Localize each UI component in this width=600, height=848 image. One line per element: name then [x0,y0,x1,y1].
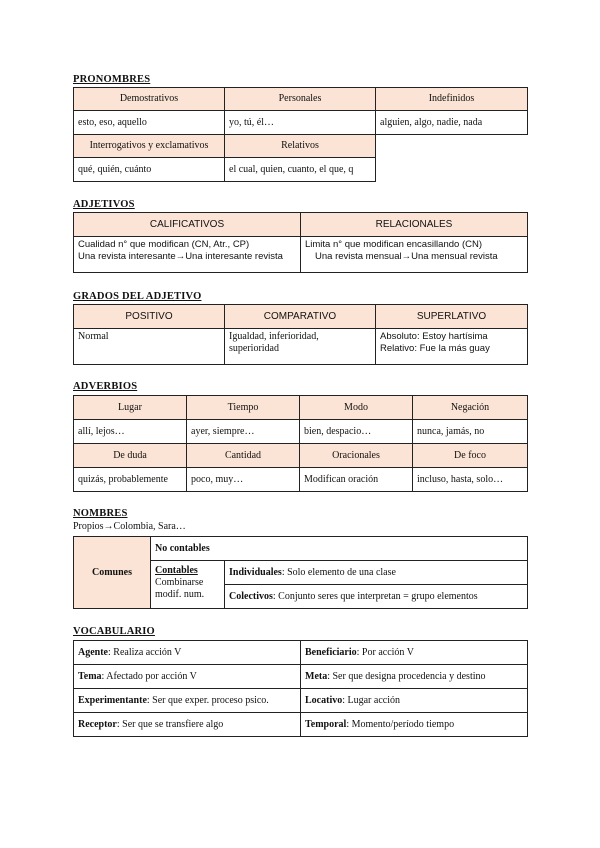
value-oracionales: Modifican oración [300,468,413,492]
value-lugar: allí, lejos… [74,420,187,444]
header-tiempo: Tiempo [187,396,300,420]
header-indefinidos: Indefinidos [376,88,528,111]
value-de-foco: incluso, hasta, solo… [413,468,528,492]
value-tiempo: ayer, siempre… [187,420,300,444]
individuales-label: Individuales [229,566,282,578]
header-relativos: Relativos [225,135,376,158]
comparativo-line1: Igualdad, inferioridad, [229,331,319,342]
header-modo: Modo [300,396,413,420]
empty-cell [376,135,528,158]
vocab-text: : Momento/período tiempo [346,718,455,730]
header-demostrativos: Demostrativos [74,88,225,111]
nombres-table [73,536,528,609]
value-negacion: nunca, jamás, no [413,420,528,444]
header-comparativo: COMPARATIVO [225,305,376,329]
adverbios-table [73,395,528,492]
vocab-text: : Realiza acción V [108,646,182,658]
vocab-text: : Lugar acción [342,694,400,706]
vocab-locativo [301,689,528,713]
adjetivos-table [73,212,528,273]
superlativo-relativo: Relativo: Fue la más guay [380,343,490,354]
relacionales-example: Una revista mensual→Una mensual revista [315,251,498,262]
colectivos-cell [225,585,528,609]
no-contables-cell: No contables [151,537,528,561]
vocab-text: : Ser que exper. proceso psico. [146,694,269,706]
value-modo: bien, despacio… [300,420,413,444]
comparativo-cell [225,329,376,365]
vocab-text: : Ser que designa procedencia y destino [327,670,486,682]
adjetivos-heading: ADJETIVOS [73,199,135,210]
value-cantidad: poco, muy… [187,468,300,492]
vocab-label: Experimentante [78,694,147,706]
grados-heading: GRADOS DEL ADJETIVO [73,291,202,302]
value-de-duda: quizás, probablemente [74,468,187,492]
contables-label: Contables [155,565,198,576]
header-personales: Personales [225,88,376,111]
empty-cell [376,158,528,182]
vocab-beneficiario [301,641,528,665]
header-cantidad: Cantidad [187,444,300,468]
vocab-label: Temporal [305,718,347,730]
vocab-label: Receptor [78,718,117,730]
superlativo-absoluto: Absoluto: Estoy hartísima [380,331,488,342]
individuales-cell [225,561,528,585]
vocabulario-table [73,640,528,737]
header-negacion: Negación [413,396,528,420]
pronombres-table [73,87,528,182]
value-relativos: el cual, quien, cuanto, el que, q [225,158,376,182]
vocab-label: Beneficiario [305,646,357,658]
header-lugar: Lugar [74,396,187,420]
relacionales-cell [301,237,528,273]
vocab-meta [301,665,528,689]
header-de-foco: De foco [413,444,528,468]
vocabulario-heading: VOCABULARIO [73,626,155,637]
nombres-heading: NOMBRES [73,508,128,519]
header-oracionales: Oracionales [300,444,413,468]
vocab-text: : Afectado por acción V [101,670,197,682]
colectivos-label: Colectivos [229,590,273,602]
vocab-experimentante [74,689,301,713]
vocab-receptor [74,713,301,737]
header-interrogativos: Interrogativos y exclamativos [74,135,225,158]
positivo-cell: Normal [74,329,225,365]
pronombres-heading: PRONOMBRES [73,74,151,85]
individuales-text: : Solo elemento de una clase [281,566,396,578]
value-personales: yo, tú, él… [225,111,376,135]
value-indefinidos: alguien, algo, nadie, nada [376,111,528,135]
header-calificativos: CALIFICATIVOS [74,213,301,237]
colectivos-text: : Conjunto seres que interpretan = grupo elementos [272,590,478,602]
grados-table [73,304,528,365]
vocab-label: Meta [305,670,328,682]
contables-note: Combinarse modif. num. [155,577,205,600]
superlativo-cell [376,329,528,365]
calificativos-cell [74,237,301,273]
header-de-duda: De duda [74,444,187,468]
vocab-temporal [301,713,528,737]
vocab-agente [74,641,301,665]
nombres-propios: Propios→Colombia, Sara… [73,521,186,532]
comunes-cell: Comunes [74,537,151,609]
contables-cell [151,561,225,609]
header-relacionales: RELACIONALES [301,213,528,237]
vocab-text: : Ser que se transfiere algo [116,718,224,730]
vocab-label: Locativo [305,694,343,706]
relacionales-definition: Limita n° que modifican encasillando (CN) [305,239,482,250]
comparativo-line2: superioridad [229,343,279,354]
calificativos-definition: Cualidad n° que modifican (CN, Atr., CP) [78,239,250,250]
adverbios-heading: ADVERBIOS [73,381,138,392]
vocab-label: Agente [78,646,108,658]
vocab-tema [74,665,301,689]
header-positivo: POSITIVO [74,305,225,329]
vocab-label: Tema [78,670,102,682]
header-superlativo: SUPERLATIVO [376,305,528,329]
value-interrogativos: qué, quién, cuánto [74,158,225,182]
vocab-text: : Por acción V [356,646,414,658]
value-demostrativos: esto, eso, aquello [74,111,225,135]
calificativos-example: Una revista interesante→Una interesante revista [78,251,283,262]
